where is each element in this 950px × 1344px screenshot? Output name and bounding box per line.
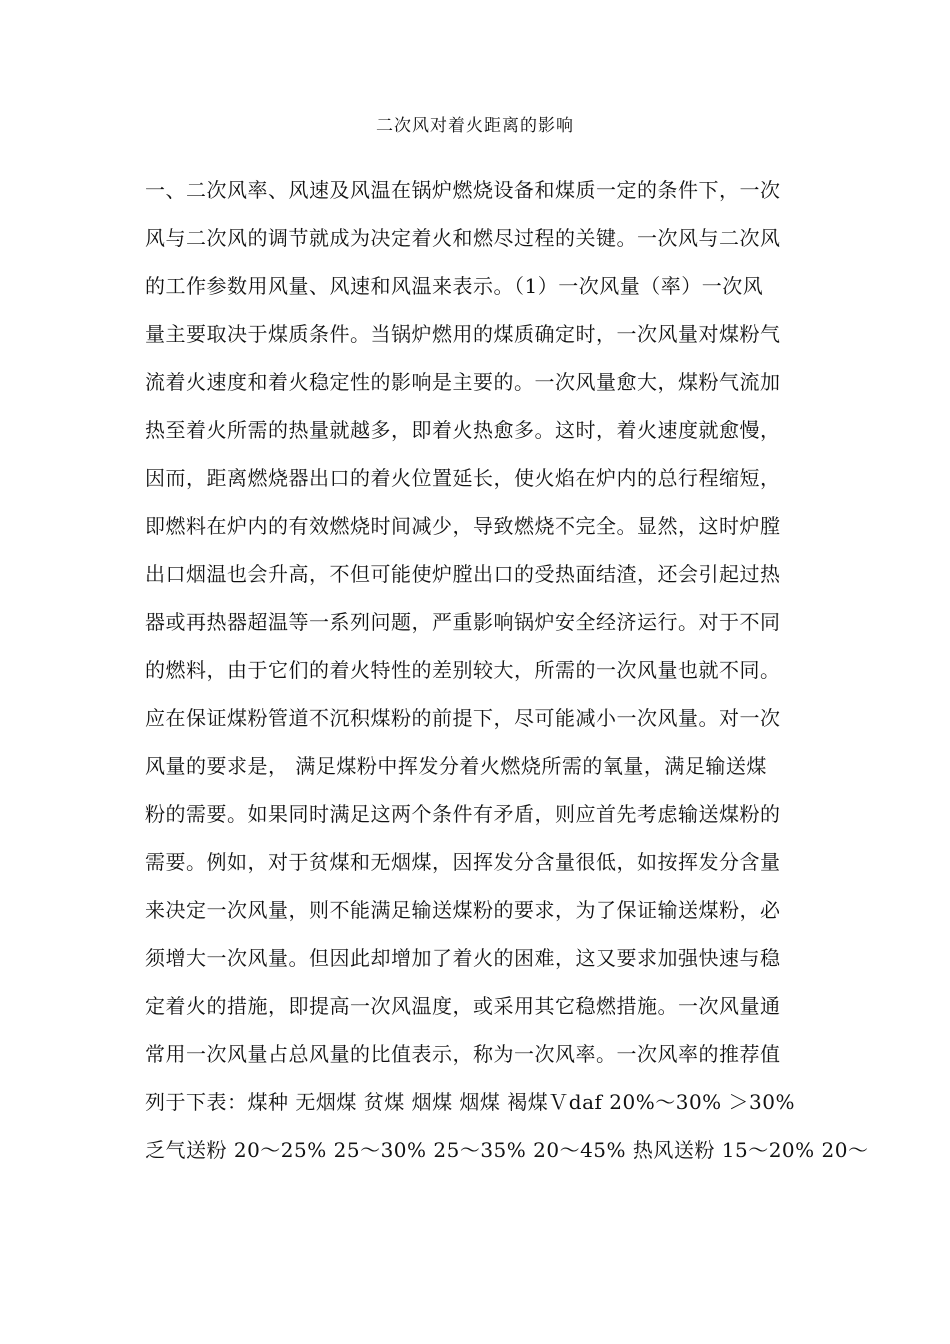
- body-line: 须增大一次风量。但因此却增加了着火的困难，这又要求加强快速与稳: [145, 946, 781, 970]
- body-line: 风量的要求是， 满足煤粉中挥发分着火燃烧所需的氧量，满足输送煤: [145, 754, 767, 778]
- body-line: 应在保证煤粉管道不沉积煤粉的前提下，尽可能减小一次风量。对一次: [145, 706, 781, 730]
- body-line: 器或再热器超温等一系列问题，严重影响锅炉安全经济运行。对于不同: [145, 610, 781, 634]
- body-line: 乏气送粉 20～25% 25～30% 25～35% 20～45% 热风送粉 15～20% 20～: [145, 1138, 869, 1162]
- body-line: 需要。例如，对于贫煤和无烟煤，因挥发分含量很低，如按挥发分含量: [145, 850, 781, 874]
- body-line: 来决定一次风量，则不能满足输送煤粉的要求，为了保证输送煤粉，必: [145, 898, 781, 922]
- body-line: 风与二次风的调节就成为决定着火和燃尽过程的关键。一次风与二次风: [145, 226, 781, 250]
- body-line: 热至着火所需的热量就越多，即着火热愈多。这时，着火速度就愈慢，: [145, 418, 781, 442]
- body-line: 出口烟温也会升高，不但可能使炉膛出口的受热面结渣，还会引起过热: [145, 562, 781, 586]
- body-line: 即燃料在炉内的有效燃烧时间减少，导致燃烧不完全。显然，这时炉膛: [145, 514, 781, 538]
- body-line: 定着火的措施，即提高一次风温度，或采用其它稳燃措施。一次风量通: [145, 994, 781, 1018]
- body-line: 的燃料，由于它们的着火特性的差别较大，所需的一次风量也就不同。: [145, 658, 781, 682]
- body-line: 一、二次风率、风速及风温在锅炉燃烧设备和煤质一定的条件下，一次: [145, 178, 781, 202]
- document-body: [145, 166, 869, 1174]
- body-line: 粉的需要。如果同时满足这两个条件有矛盾，则应首先考虑输送煤粉的: [145, 802, 781, 826]
- body-line: 列于下表：煤种 无烟煤 贫煤 烟煤 烟煤 褐煤Ｖdaf 20%～30% ＞30%: [145, 1090, 795, 1114]
- body-line: 流着火速度和着火稳定性的影响是主要的。一次风量愈大，煤粉气流加: [145, 370, 781, 394]
- body-line: 的工作参数用风量、风速和风温来表示。（1）一次风量（率）一次风: [145, 274, 764, 298]
- body-line: 量主要取决于煤质条件。当锅炉燃用的煤质确定时，一次风量对煤粉气: [145, 322, 781, 346]
- document-title: 二次风对着火距离的影响: [376, 116, 574, 136]
- body-line: 常用一次风量占总风量的比值表示，称为一次风率。一次风率的推荐值: [145, 1042, 781, 1066]
- body-line: 因而，距离燃烧器出口的着火位置延长，使火焰在炉内的总行程缩短，: [145, 466, 781, 490]
